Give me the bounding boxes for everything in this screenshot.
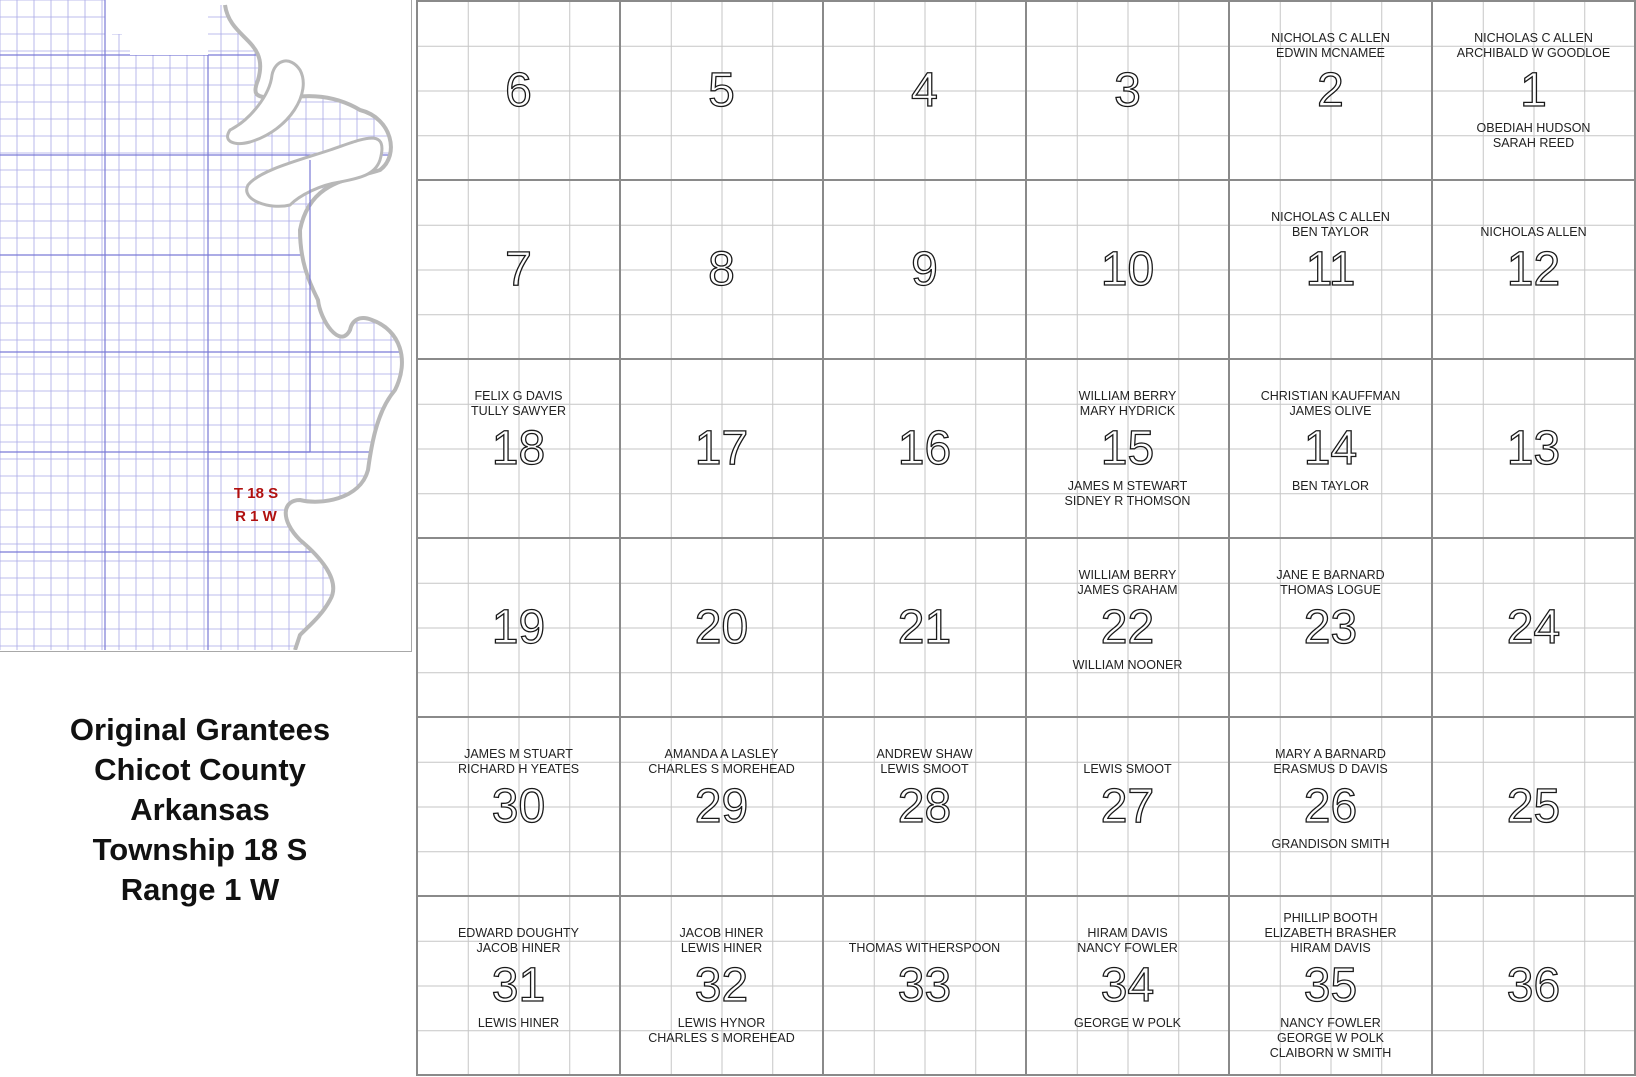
grantee-list-top [418, 747, 619, 777]
grantee-name: WILLIAM NOONER [1072, 657, 1183, 672]
grantee-name: THOMAS LOGUE [1280, 582, 1381, 597]
section-5 [619, 0, 824, 181]
section-13 [1431, 358, 1636, 539]
section-30 [416, 716, 621, 897]
grantee-name: GRANDISON SMITH [1271, 836, 1390, 851]
grantee-list-top [621, 747, 822, 777]
title-line-township: Township 18 S [92, 832, 308, 867]
section-number: 32 [694, 958, 749, 1012]
section-number: 19 [491, 600, 546, 654]
grantee-list-bottom [621, 1016, 822, 1046]
grantee-name: LEWIS SMOOT [880, 761, 969, 776]
section-number: 22 [1100, 600, 1155, 654]
grantee-name: CHARLES S MOREHEAD [648, 1030, 795, 1045]
section-number: 10 [1100, 242, 1155, 296]
grantee-list-bottom [1027, 479, 1228, 509]
locator-map-svg [0, 0, 410, 650]
section-number: 4 [911, 63, 938, 117]
section-number: 20 [694, 600, 749, 654]
section-number: 35 [1303, 958, 1358, 1012]
section-25 [1431, 716, 1636, 897]
grantee-name: WILLIAM BERRY [1078, 567, 1177, 582]
locator-label-range: R 1 W [235, 508, 277, 525]
grantee-name: NANCY FOWLER [1280, 1015, 1381, 1030]
grantee-name: EDWARD DOUGHTY [457, 925, 580, 940]
grantee-list-top [418, 389, 619, 419]
section-35 [1228, 895, 1433, 1076]
section-24 [1431, 537, 1636, 718]
section-16 [822, 358, 1027, 539]
section-17 [619, 358, 824, 539]
grantee-name: ERASMUS D DAVIS [1273, 761, 1388, 776]
grantee-list-top [418, 926, 619, 956]
grantee-list-top [1433, 31, 1634, 61]
grantee-name: LEWIS SMOOT [1083, 761, 1172, 776]
section-3 [1025, 0, 1230, 181]
section-number: 31 [491, 958, 546, 1012]
section-number: 21 [897, 600, 952, 654]
section-27 [1025, 716, 1230, 897]
grantee-name: GEORGE W POLK [1074, 1015, 1181, 1030]
section-18 [416, 358, 621, 539]
section-9 [822, 179, 1027, 360]
grantee-list-bottom [418, 1016, 619, 1031]
grantee-list-top [1027, 389, 1228, 419]
section-number: 36 [1506, 958, 1561, 1012]
title-line-heading: Original Grantees [69, 712, 331, 747]
section-number: 16 [897, 421, 952, 475]
section-number: 6 [505, 63, 532, 117]
grantee-list-top [1230, 210, 1431, 240]
grantee-list-top [824, 941, 1025, 956]
section-number: 8 [708, 242, 735, 296]
grantee-name: AMANDA A LASLEY [664, 746, 779, 761]
grantee-list-bottom [1027, 1016, 1228, 1031]
grantee-name: MARY HYDRICK [1079, 403, 1176, 418]
title-line-range: Range 1 W [120, 872, 280, 907]
grantee-list-top [824, 747, 1025, 777]
section-number: 2 [1317, 63, 1344, 117]
grantee-list-bottom [1230, 479, 1431, 494]
grantee-name: LEWIS HINER [477, 1015, 560, 1030]
section-number: 9 [911, 242, 938, 296]
grantee-list-bottom [1230, 1016, 1431, 1061]
grantee-list-bottom [1027, 658, 1228, 673]
section-number: 14 [1303, 421, 1358, 475]
grantee-name: NICHOLAS C ALLEN [1474, 30, 1593, 45]
section-28 [822, 716, 1027, 897]
grantee-name: JAMES OLIVE [1289, 403, 1372, 418]
grantee-name: BEN TAYLOR [1291, 478, 1370, 493]
section-11 [1228, 179, 1433, 360]
section-31 [416, 895, 621, 1076]
section-number: 29 [694, 779, 749, 833]
map-title [30, 710, 370, 910]
section-1 [1431, 0, 1636, 181]
section-number: 12 [1506, 242, 1561, 296]
section-number: 24 [1506, 600, 1561, 654]
section-20 [619, 537, 824, 718]
grantee-name: EDWIN MCNAMEE [1275, 45, 1386, 60]
grantee-list-bottom [1433, 121, 1634, 151]
grantee-list-top [1230, 31, 1431, 61]
section-number: 7 [505, 242, 532, 296]
grantee-name: CHARLES S MOREHEAD [648, 761, 795, 776]
section-34 [1025, 895, 1230, 1076]
section-21 [822, 537, 1027, 718]
section-number: 17 [694, 421, 749, 475]
grantee-list-top [1027, 568, 1228, 598]
section-7 [416, 179, 621, 360]
section-number: 25 [1506, 779, 1561, 833]
section-15 [1025, 358, 1230, 539]
grantee-list-top [621, 926, 822, 956]
section-22 [1025, 537, 1230, 718]
grantee-name: JACOB HINER [476, 940, 561, 955]
section-6 [416, 0, 621, 181]
section-8 [619, 179, 824, 360]
grantee-name: NICHOLAS C ALLEN [1271, 209, 1390, 224]
grantee-name: BEN TAYLOR [1291, 224, 1370, 239]
grantee-name: JAMES GRAHAM [1077, 582, 1178, 597]
grantee-list-top [1230, 568, 1431, 598]
grantee-list-top [1433, 225, 1634, 240]
grantee-name: HIRAM DAVIS [1087, 925, 1168, 940]
section-10 [1025, 179, 1230, 360]
section-2 [1228, 0, 1433, 181]
section-number: 11 [1305, 242, 1356, 296]
section-number: 26 [1303, 779, 1358, 833]
locator-label-township: T 18 S [233, 485, 279, 502]
grantee-list-top [1027, 926, 1228, 956]
section-33 [822, 895, 1027, 1076]
township-section-grid [416, 0, 1636, 1077]
section-26 [1228, 716, 1433, 897]
section-number: 1 [1520, 63, 1547, 117]
section-14 [1228, 358, 1433, 539]
grantee-name: JAMES M STEWART [1067, 478, 1188, 493]
section-36 [1431, 895, 1636, 1076]
section-number: 23 [1303, 600, 1358, 654]
grantee-name: ELIZABETH BRASHER [1264, 925, 1397, 940]
grantee-name: ANDREW SHAW [876, 746, 973, 761]
section-19 [416, 537, 621, 718]
grantee-name: THOMAS WITHERSPOON [848, 940, 1001, 955]
grantee-name: CLAIBORN W SMITH [1269, 1045, 1392, 1060]
section-number: 30 [491, 779, 546, 833]
section-number: 18 [491, 421, 546, 475]
section-4 [822, 0, 1027, 181]
section-29 [619, 716, 824, 897]
section-number: 28 [897, 779, 952, 833]
grantee-name: NANCY FOWLER [1077, 940, 1178, 955]
grantee-list-top [1230, 747, 1431, 777]
section-number: 27 [1100, 779, 1155, 833]
section-number: 3 [1114, 63, 1141, 117]
section-32 [619, 895, 824, 1076]
title-line-state: Arkansas [130, 792, 270, 827]
grantee-name: ARCHIBALD W GOODLOE [1456, 45, 1611, 60]
grantee-name: LEWIS HINER [680, 940, 763, 955]
section-12 [1431, 179, 1636, 360]
grantee-name: HIRAM DAVIS [1290, 940, 1371, 955]
grantee-name: GEORGE W POLK [1277, 1030, 1384, 1045]
locator-map [0, 0, 412, 652]
grantee-name: SARAH REED [1492, 135, 1575, 150]
grantee-list-top [1230, 389, 1431, 419]
grantee-name: NICHOLAS ALLEN [1480, 224, 1587, 239]
title-line-county: Chicot County [94, 752, 306, 787]
grantee-name: TULLY SAWYER [471, 403, 566, 418]
grantee-name: JANE E BARNARD [1276, 567, 1385, 582]
grantee-name: NICHOLAS C ALLEN [1271, 30, 1390, 45]
grantee-name: RICHARD H YEATES [457, 761, 580, 776]
section-number: 15 [1100, 421, 1155, 475]
grantee-name: SIDNEY R THOMSON [1064, 493, 1191, 508]
grantee-name: PHILLIP BOOTH [1283, 910, 1378, 925]
grantee-list-bottom [1230, 837, 1431, 852]
grantee-name: WILLIAM BERRY [1078, 388, 1177, 403]
grantee-name: FELIX G DAVIS [474, 388, 563, 403]
section-23 [1228, 537, 1433, 718]
grantee-name: MARY A BARNARD [1275, 746, 1386, 761]
grantee-name: JAMES M STUART [464, 746, 573, 761]
grantee-name: CHRISTIAN KAUFFMAN [1260, 388, 1401, 403]
section-number: 34 [1100, 958, 1155, 1012]
section-number: 33 [897, 958, 952, 1012]
section-number: 13 [1506, 421, 1561, 475]
grantee-list-top [1027, 762, 1228, 777]
section-number: 5 [708, 63, 735, 117]
grantee-name: JACOB HINER [679, 925, 764, 940]
grantee-name: OBEDIAH HUDSON [1476, 120, 1591, 135]
grantee-list-top [1230, 911, 1431, 956]
grantee-name: LEWIS HYNOR [677, 1015, 766, 1030]
